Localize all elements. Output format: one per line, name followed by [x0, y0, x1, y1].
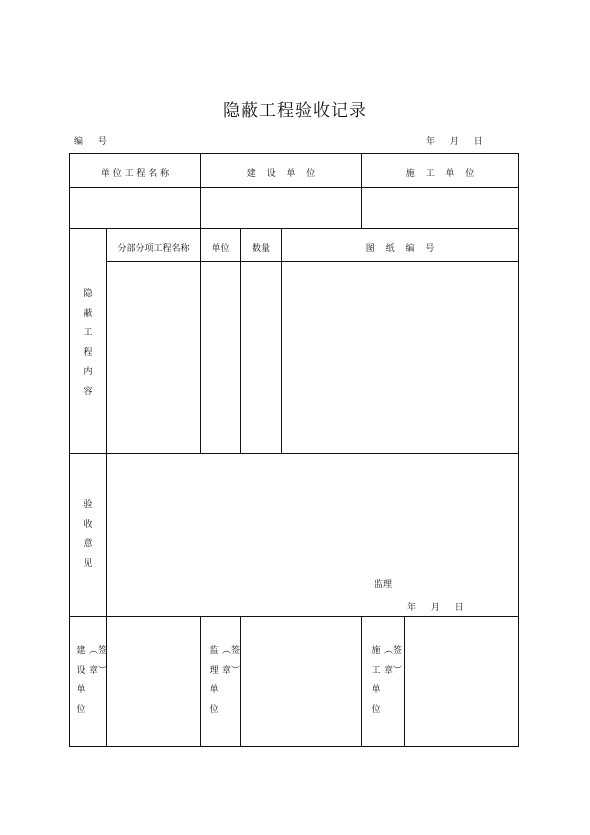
acceptance-opinion-field[interactable]: [108, 455, 517, 565]
contractor-unit-signature-field[interactable]: [406, 618, 517, 745]
supervisor-label: 监理: [374, 580, 393, 590]
construction-unit-sign-label: 建设单位: [76, 646, 86, 715]
contractor-unit-header: 施 工 单 位: [405, 169, 475, 179]
acceptance-opinion-label: 验收意见: [83, 500, 93, 569]
contractor-unit-seal-note: ︵签章︶: [384, 646, 403, 676]
subitem-name-header: 分部分项工程名称: [117, 244, 190, 254]
contractor-unit-sign-label: 施工单位: [371, 646, 381, 715]
construction-unit-field[interactable]: [202, 189, 360, 227]
construction-unit-seal-note: ︵签章︶: [89, 646, 108, 676]
construction-unit-signature-field[interactable]: [108, 618, 199, 745]
acceptance-date-label: 年 月 日: [407, 603, 464, 613]
supervision-unit-sign-label: 监理单位: [209, 646, 219, 715]
hidden-work-content-label: 隐蔽工程内容: [83, 289, 93, 397]
unit-header: 单位: [211, 244, 230, 254]
header-date-label: 年 月 日: [426, 137, 483, 147]
construction-unit-header: 建 设 单 位: [246, 169, 316, 179]
supervision-unit-seal-note: ︵签章︶: [222, 646, 241, 676]
number-label: 编 号: [74, 137, 107, 147]
drawing-number-header: 图 纸 编 号: [365, 244, 435, 254]
contractor-unit-field[interactable]: [363, 189, 517, 227]
document-title: 隐蔽工程验收记录: [223, 101, 367, 121]
quantity-header: 数量: [251, 244, 270, 254]
unit-project-name-field[interactable]: [71, 189, 199, 227]
supervision-unit-signature-field[interactable]: [242, 618, 360, 745]
unit-project-name-header: 单 位 工 程 名 称: [100, 169, 170, 179]
